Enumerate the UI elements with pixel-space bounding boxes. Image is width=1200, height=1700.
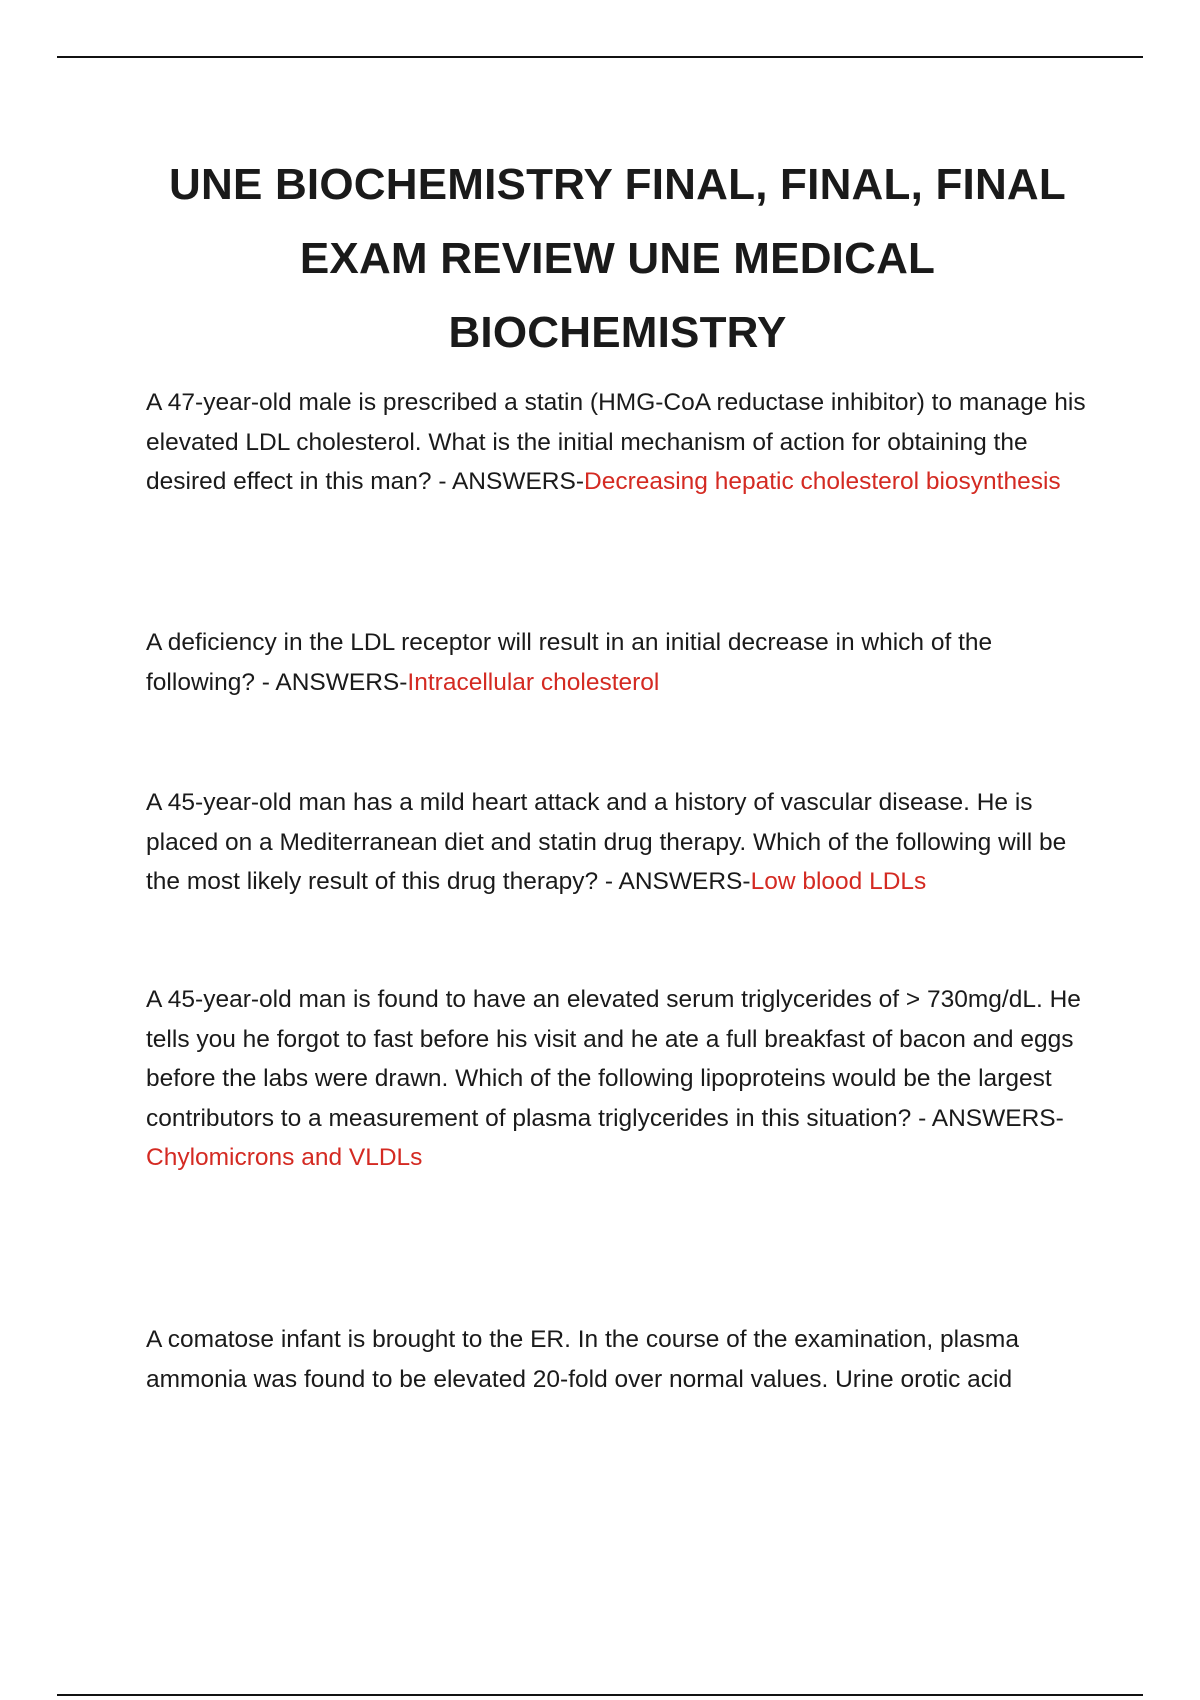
question-text: A 45-year-old man is found to have an elevated serum triglycerides of > 730mg/dL. He tells you he forgot to fast before his visit and he ate a full breakfast of bacon and eggs before the labs were drawn. Which of the following lipoproteins would be the largest contributors to a measurement of plasma triglycerides in this situation? - ANSWERS- [146, 986, 1081, 1132]
document-title: UNE BIOCHEMISTRY FINAL, FINAL, FINAL EXAM REVIEW UNE MEDICAL BIOCHEMISTRY [169, 160, 1066, 357]
qa-item [146, 383, 1086, 502]
question-text: A comatose infant is brought to the ER. In the course of the examination, plasma ammonia was found to be elevated 20-fold over normal values. Urine orotic acid [146, 1326, 1019, 1393]
qa-item [146, 980, 1086, 1178]
answer-text: Decreasing hepatic cholesterol biosynthesis [584, 468, 1061, 495]
qa-item [146, 623, 1086, 702]
top-rule [57, 56, 1143, 58]
question-text: A 45-year-old man has a mild heart attack and a history of vascular disease. He is placed on a Mediterranean diet and statin drug therapy. Which of the following will be the most likely result of this drug therapy? - ANSWERS- [146, 789, 1067, 895]
qa-item [146, 783, 1086, 902]
bottom-rule [57, 1694, 1143, 1696]
answer-text: Low blood LDLs [750, 868, 927, 895]
answer-text: Chylomicrons and VLDLs [146, 1144, 423, 1171]
question-text: A deficiency in the LDL receptor will result in an initial decrease in which of the following? - ANSWERS- [146, 629, 993, 696]
question-text: A 47-year-old male is prescribed a statin (HMG-CoA reductase inhibitor) to manage his elevated LDL cholesterol. What is the initial mechanism of action for obtaining the desired effect in this man? - ANSWERS- [146, 389, 1086, 495]
answer-text: Intracellular cholesterol [407, 668, 660, 696]
qa-item [146, 1320, 1086, 1399]
